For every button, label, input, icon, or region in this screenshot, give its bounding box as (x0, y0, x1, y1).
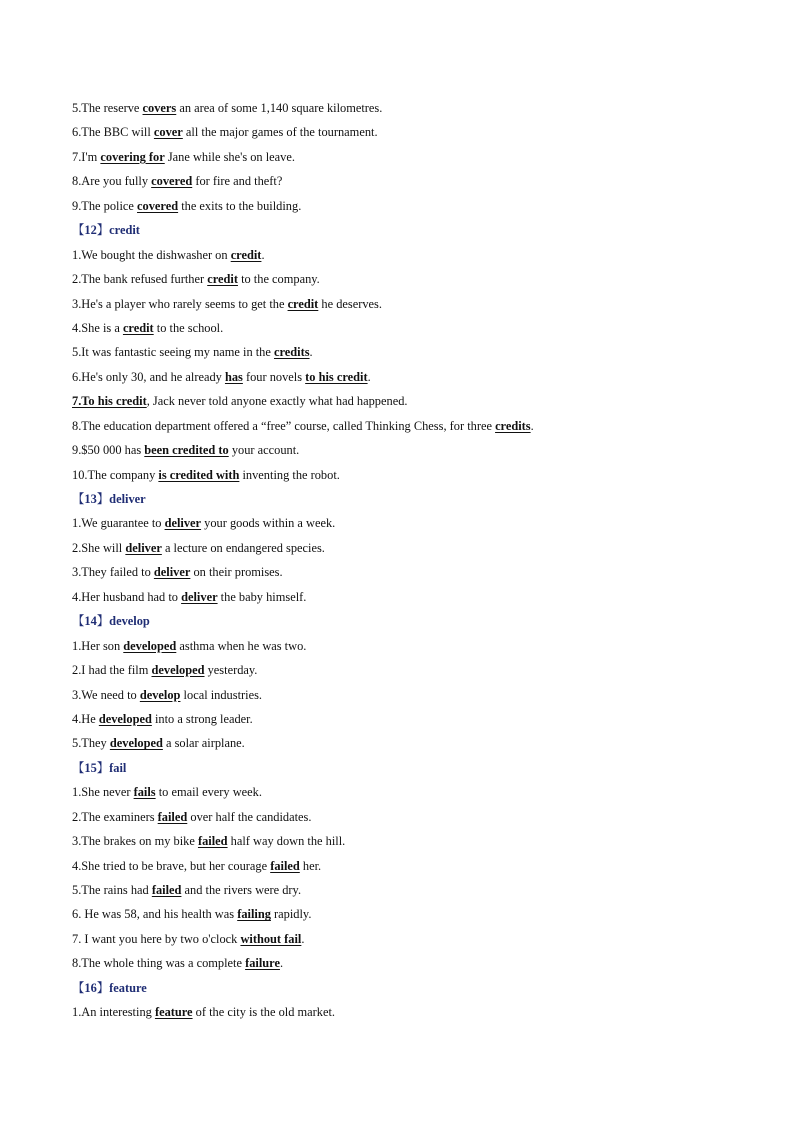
keyword: developed (109, 736, 163, 751)
sentence-text: your account. (228, 443, 300, 458)
sentence-text: her. (299, 858, 322, 873)
example-sentence (72, 683, 732, 707)
sentence-text: for fire and theft? (192, 174, 283, 189)
keyword: covers (142, 101, 177, 115)
keyword: failure (245, 956, 280, 971)
sentence-text: 4.Her husband had to (72, 589, 182, 604)
section-heading (72, 487, 732, 511)
keyword: credits (495, 418, 531, 433)
document-body (72, 96, 732, 1025)
bracket-open: 【 (72, 492, 85, 506)
example-sentence (72, 414, 732, 438)
sentence-text: to the school. (153, 320, 224, 335)
keyword: credit (230, 247, 262, 262)
sentence-text: 3.They failed to (72, 565, 154, 580)
section-heading (72, 756, 732, 780)
sentence-text: on their promises. (190, 565, 283, 580)
sentence-text: 2.The examiners (72, 809, 158, 824)
example-sentence (72, 463, 732, 487)
example-sentence (72, 902, 732, 926)
sentence-text: 1.An interesting (72, 1005, 155, 1020)
sentence-text: of the city is the old market. (192, 1005, 336, 1020)
keyword: failing (237, 907, 271, 922)
bracket-open: 【 (72, 614, 85, 629)
sentence-text: 4.He (72, 711, 99, 726)
example-sentence (72, 120, 732, 144)
sentence-text: Jane while she's on leave. (164, 149, 295, 164)
sentence-text: 3.We need to (72, 687, 140, 702)
bracket-close: 】 (96, 223, 110, 238)
sentence-text: 7.I'm (72, 149, 101, 164)
section-heading (72, 976, 732, 1000)
sentence-text: over half the candidates. (187, 809, 312, 824)
keyword: cover (153, 125, 183, 140)
keyword: 7.To his credit (72, 394, 147, 409)
sentence-text: 2.The bank refused further (72, 272, 208, 287)
example-sentence (72, 927, 732, 951)
sentence-text: 1.We guarantee to (72, 516, 165, 531)
keyword: been credited to (144, 443, 229, 458)
example-sentence (72, 536, 732, 560)
bracket-close: 】 (96, 492, 110, 506)
sentence-text: 2.I had the film (72, 663, 152, 678)
keyword: covered (151, 174, 193, 189)
sentence-text: . (261, 247, 265, 262)
keyword: deliver (164, 516, 202, 531)
keyword: to his credit (305, 369, 368, 384)
sentence-text: he deserves. (318, 296, 382, 311)
sentence-text: and the rivers were dry. (181, 883, 302, 897)
sentence-text: 7. I want you here by two o'clock (72, 931, 241, 946)
keyword: failed (157, 809, 188, 824)
keyword: covering for (100, 149, 165, 164)
sentence-text: 1.We bought the dishwasher on (72, 247, 231, 262)
keyword: has (224, 369, 243, 384)
example-sentence (72, 707, 732, 731)
sentence-text: 4.She tried to be brave, but her courage (72, 858, 271, 873)
sentence-text: a solar airplane. (162, 736, 245, 751)
example-sentence (72, 316, 732, 340)
sentence-text: four novels (242, 369, 306, 384)
sentence-text: . (309, 345, 313, 360)
sentence-text: half way down the hill. (227, 834, 346, 849)
sentence-text: 8.The whole thing was a complete (72, 956, 246, 971)
example-sentence (72, 389, 732, 413)
example-sentence (72, 267, 732, 291)
sentence-text: . (279, 956, 284, 971)
example-sentence (72, 194, 732, 218)
bracket-close: 】 (96, 614, 110, 629)
section-word: develop (109, 614, 150, 629)
bracket-close: 】 (96, 760, 110, 775)
sentence-text: . (301, 931, 305, 946)
sentence-text: into a strong leader. (151, 711, 253, 726)
example-sentence (72, 878, 732, 902)
example-sentence (72, 1000, 732, 1024)
bracket-open: 【 (72, 760, 85, 775)
bracket-open: 【 (72, 223, 85, 238)
example-sentence (72, 585, 732, 609)
sentence-text: 3.The brakes on my bike (72, 834, 198, 849)
section-number: 12 (84, 223, 97, 238)
section-number: 13 (84, 492, 97, 506)
sentence-text: asthma when he was two. (176, 638, 307, 653)
keyword: developed (98, 711, 152, 726)
sentence-text: 9.The police (72, 198, 138, 213)
bracket-open: 【 (72, 980, 85, 995)
sentence-text: inventing the robot. (239, 467, 340, 482)
section-number: 14 (84, 614, 97, 629)
keyword: credit (287, 296, 319, 311)
keyword: deliver (153, 565, 191, 580)
keyword: is credited with (158, 467, 240, 482)
example-sentence (72, 243, 732, 267)
keyword: without fail (240, 931, 302, 946)
sentence-text: 4.She is a (72, 320, 123, 335)
keyword: deliver (125, 540, 162, 555)
keyword: failed (197, 834, 228, 849)
keyword: fails (133, 785, 156, 800)
section-word: credit (109, 223, 140, 238)
sentence-text: yesterday. (204, 663, 258, 678)
sentence-text: your goods within a week. (201, 516, 336, 531)
example-sentence (72, 805, 732, 829)
sentence-text: 2.She will (72, 540, 126, 555)
sentence-text: 1.She never (72, 785, 134, 800)
example-sentence (72, 731, 732, 755)
section-heading (72, 218, 732, 242)
sentence-text: the exits to the building. (178, 198, 302, 213)
sentence-text: 6.He's only 30, and he already (72, 369, 225, 384)
section-word: feature (109, 980, 147, 995)
example-sentence (72, 780, 732, 804)
sentence-text: . (367, 369, 371, 384)
example-sentence (72, 854, 732, 878)
example-sentence (72, 511, 732, 535)
example-sentence (72, 145, 732, 169)
example-sentence (72, 560, 732, 584)
keyword: deliver (181, 589, 218, 604)
sentence-text: 10.The company (72, 467, 159, 482)
example-sentence (72, 365, 732, 389)
keyword: developed (151, 663, 205, 678)
sentence-text: . (530, 418, 534, 433)
keyword: develop (139, 687, 181, 702)
keyword: covered (137, 198, 179, 213)
example-sentence (72, 438, 732, 462)
keyword: credit (207, 272, 238, 287)
example-sentence (72, 340, 732, 364)
example-sentence (72, 829, 732, 853)
example-sentence (72, 96, 732, 120)
keyword: failed (151, 883, 182, 897)
example-sentence (72, 951, 732, 975)
example-sentence (72, 169, 732, 193)
sentence-text: the baby himself. (217, 589, 307, 604)
section-heading (72, 609, 732, 633)
sentence-text: local industries. (180, 687, 263, 702)
example-sentence (72, 292, 732, 316)
sentence-text: 8.Are you fully (72, 174, 152, 189)
example-sentence (72, 658, 732, 682)
sentence-text: 9.$50 000 has (72, 443, 145, 458)
keyword: credit (122, 320, 154, 335)
sentence-text: all the major games of the tournament. (182, 125, 378, 140)
sentence-text: 5.They (72, 736, 110, 751)
sentence-text: 5.The rains had (72, 883, 152, 897)
keyword: feature (154, 1005, 193, 1020)
sentence-text: 5.It was fantastic seeing my name in the (72, 345, 274, 360)
sentence-text: an area of some 1,140 square kilometres. (176, 101, 383, 115)
keyword: credits (273, 345, 310, 360)
sentence-text: to the company. (237, 272, 320, 287)
sentence-text: rapidly. (270, 907, 312, 922)
bracket-close: 】 (96, 980, 110, 995)
keyword: failed (270, 858, 300, 873)
keyword: developed (123, 638, 177, 653)
sentence-text: a lecture on endangered species. (161, 540, 325, 555)
section-word: deliver (109, 492, 146, 506)
sentence-text: 3.He's a player who rarely seems to get the (72, 296, 288, 311)
section-number: 16 (84, 980, 97, 995)
sentence-text: 5.The reserve (72, 101, 143, 115)
sentence-text: , Jack never told anyone exactly what had happened. (146, 394, 408, 409)
section-word: fail (109, 760, 127, 775)
sentence-text: 6. He was 58, and his health was (72, 907, 238, 922)
sentence-text: 8.The education department offered a “free” course, called Thinking Chess, for three (72, 418, 496, 433)
example-sentence (72, 634, 732, 658)
sentence-text: to email every week. (155, 785, 262, 800)
sentence-text: 6.The BBC will (72, 125, 154, 140)
section-number: 15 (84, 760, 97, 775)
sentence-text: 1.Her son (72, 638, 124, 653)
